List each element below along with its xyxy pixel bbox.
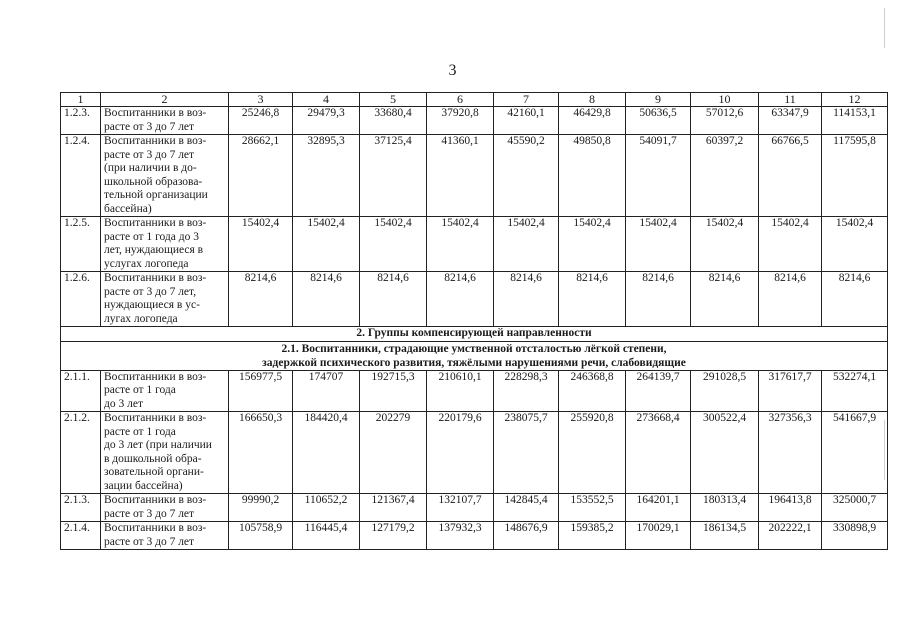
value-cell: 246368,8	[559, 370, 626, 412]
value-cell: 142845,4	[494, 494, 559, 522]
row-name-line: Воспитанники в воз-	[104, 412, 207, 424]
value-cell: 166650,3	[229, 412, 293, 494]
row-name	[101, 135, 229, 217]
value-cell: 220179,6	[427, 412, 494, 494]
row-code: 2.1.3.	[61, 494, 101, 522]
value-cell: 327356,3	[759, 412, 822, 494]
row-name-line: расте от 3 до 7 лет,	[104, 285, 197, 298]
value-cell: 202279	[360, 412, 427, 494]
value-cell: 180313,4	[691, 494, 759, 522]
row-name-line: до 3 лет	[104, 397, 143, 410]
table-row	[61, 370, 888, 412]
value-cell: 228298,3	[494, 370, 559, 412]
value-cell: 49850,8	[559, 135, 626, 217]
header-cell: 4	[293, 93, 360, 107]
row-name-line: тельной организации	[104, 189, 208, 201]
row-name-line: лугах логопеда	[104, 312, 178, 325]
row-name-line: зовательной органи-	[104, 466, 204, 478]
header-cell: 10	[691, 93, 759, 107]
row-name	[101, 107, 229, 135]
row-name-line: Воспитанники в воз-	[104, 494, 207, 506]
value-cell: 273668,4	[626, 412, 691, 494]
value-cell: 28662,1	[229, 135, 293, 217]
value-cell: 255920,8	[559, 412, 626, 494]
value-cell: 46429,8	[559, 107, 626, 135]
value-cell: 29479,3	[293, 107, 360, 135]
table-header-row	[61, 93, 888, 107]
row-name-line: Воспитанники в воз-	[104, 522, 207, 534]
value-cell: 121367,4	[360, 494, 427, 522]
value-cell: 99990,2	[229, 494, 293, 522]
row-code: 2.1.4.	[61, 522, 101, 550]
row-name	[101, 370, 229, 412]
value-cell: 54091,7	[626, 135, 691, 217]
value-cell: 63347,9	[759, 107, 822, 135]
header-cell: 9	[626, 93, 691, 107]
table-row	[61, 272, 888, 327]
row-code: 2.1.2.	[61, 412, 101, 494]
value-cell: 8214,6	[822, 272, 888, 327]
value-cell: 45590,2	[494, 135, 559, 217]
row-name-line: Воспитанники в воз-	[104, 135, 207, 147]
value-cell: 132107,7	[427, 494, 494, 522]
row-name-line: расте от 3 до 7 лет	[104, 120, 195, 133]
value-cell: 8214,6	[691, 272, 759, 327]
value-cell: 105758,9	[229, 522, 293, 550]
data-table	[60, 92, 888, 550]
value-cell: 8214,6	[427, 272, 494, 327]
value-cell: 8214,6	[759, 272, 822, 327]
value-cell: 15402,4	[494, 217, 559, 272]
value-cell: 42160,1	[494, 107, 559, 135]
value-cell: 37125,4	[360, 135, 427, 217]
value-cell: 300522,4	[691, 412, 759, 494]
row-code: 2.1.1.	[61, 370, 101, 412]
row-name-line: Воспитанники в воз-	[104, 217, 207, 229]
value-cell: 210610,1	[427, 370, 494, 412]
value-cell: 8214,6	[229, 272, 293, 327]
scan-margin-mark	[884, 420, 885, 480]
value-cell: 116445,4	[293, 522, 360, 550]
row-name-line: Воспитанники в воз-	[104, 107, 207, 119]
row-name-line: Воспитанники в воз-	[104, 272, 207, 284]
value-cell: 66766,5	[759, 135, 822, 217]
value-cell: 8214,6	[360, 272, 427, 327]
table-row	[61, 412, 888, 494]
row-name-line: расте от 1 года	[104, 425, 176, 438]
header-cell: 11	[759, 93, 822, 107]
value-cell: 541667,9	[822, 412, 888, 494]
value-cell: 148676,9	[494, 522, 559, 550]
value-cell: 15402,4	[691, 217, 759, 272]
value-cell: 50636,5	[626, 107, 691, 135]
value-cell: 110652,2	[293, 494, 360, 522]
value-cell: 117595,8	[822, 135, 888, 217]
row-name-line: (при наличии в до-	[104, 162, 197, 174]
row-name	[101, 217, 229, 272]
row-name-line: расте от 1 года до 3	[104, 230, 199, 243]
value-cell: 15402,4	[626, 217, 691, 272]
value-cell: 174707	[293, 370, 360, 412]
value-cell: 238075,7	[494, 412, 559, 494]
header-cell: 12	[822, 93, 888, 107]
value-cell: 37920,8	[427, 107, 494, 135]
page-number: 3	[448, 62, 457, 79]
table-row	[61, 522, 888, 550]
row-name	[101, 272, 229, 327]
value-cell: 532274,1	[822, 370, 888, 412]
row-name	[101, 522, 229, 550]
value-cell: 196413,8	[759, 494, 822, 522]
value-cell: 32895,3	[293, 135, 360, 217]
row-name-line: Воспитанники в воз-	[104, 370, 207, 383]
row-name-line: школьной образова-	[104, 175, 203, 188]
value-cell: 330898,9	[822, 522, 888, 550]
row-name-line: расте от 3 до 7 лет	[104, 535, 195, 548]
value-cell: 264139,7	[626, 370, 691, 412]
header-cell: 2	[101, 93, 229, 107]
value-cell: 15402,4	[759, 217, 822, 272]
value-cell: 159385,2	[559, 522, 626, 550]
row-code: 1.2.4.	[61, 135, 101, 217]
value-cell: 60397,2	[691, 135, 759, 217]
table-row	[61, 107, 888, 135]
row-code: 1.2.5.	[61, 217, 101, 272]
value-cell: 15402,4	[229, 217, 293, 272]
header-cell: 6	[427, 93, 494, 107]
row-code: 1.2.3.	[61, 107, 101, 135]
value-cell: 153552,5	[559, 494, 626, 522]
subsection-title-line: 2.1. Воспитанники, страдающие умственной отсталостью лёгкой степени,	[281, 342, 667, 355]
row-name-line: бассейна)	[104, 202, 152, 215]
value-cell: 192715,3	[360, 370, 427, 412]
value-cell: 15402,4	[822, 217, 888, 272]
value-cell: 25246,8	[229, 107, 293, 135]
row-name-line: зации бассейна)	[104, 479, 183, 492]
row-name-line: в дошкольной обра-	[104, 452, 202, 465]
value-cell: 8214,6	[626, 272, 691, 327]
value-cell: 15402,4	[427, 217, 494, 272]
value-cell: 57012,6	[691, 107, 759, 135]
row-name-line: лет, нуждающиеся в	[104, 244, 204, 256]
value-cell: 164201,1	[626, 494, 691, 522]
header-cell: 5	[360, 93, 427, 107]
table-row	[61, 494, 888, 522]
value-cell: 170029,1	[626, 522, 691, 550]
value-cell: 156977,5	[229, 370, 293, 412]
value-cell: 8214,6	[559, 272, 626, 327]
row-name-line: нуждающиеся в ус-	[104, 299, 200, 311]
value-cell: 8214,6	[494, 272, 559, 327]
value-cell: 15402,4	[293, 217, 360, 272]
row-name-line: до 3 лет (при наличии	[104, 439, 212, 451]
value-cell: 291028,5	[691, 370, 759, 412]
subsection-title-line: задержкой психического развития, тяжёлыми нарушениями речи, слабовидящие	[262, 356, 686, 369]
row-name-line: услугах логопеда	[104, 257, 189, 270]
value-cell: 202222,1	[759, 522, 822, 550]
value-cell: 15402,4	[360, 217, 427, 272]
table-row	[61, 217, 888, 272]
value-cell: 186134,5	[691, 522, 759, 550]
scan-margin-mark	[884, 8, 885, 48]
row-code: 1.2.6.	[61, 272, 101, 327]
header-cell: 8	[559, 93, 626, 107]
row-name-line: расте от 3 до 7 лет	[104, 148, 195, 161]
section-title: 2. Группы компенсирующей направленности	[61, 327, 888, 342]
value-cell: 137932,3	[427, 522, 494, 550]
row-name-line: расте от 3 до 7 лет	[104, 507, 195, 520]
value-cell: 114153,1	[822, 107, 888, 135]
value-cell: 41360,1	[427, 135, 494, 217]
subsection-row	[61, 341, 888, 370]
value-cell: 184420,4	[293, 412, 360, 494]
value-cell: 8214,6	[293, 272, 360, 327]
value-cell: 325000,7	[822, 494, 888, 522]
value-cell: 15402,4	[559, 217, 626, 272]
value-cell: 127179,2	[360, 522, 427, 550]
value-cell: 317617,7	[759, 370, 822, 412]
header-cell: 1	[61, 93, 101, 107]
value-cell: 33680,4	[360, 107, 427, 135]
row-name	[101, 494, 229, 522]
header-cell: 7	[494, 93, 559, 107]
subsection-title	[61, 341, 888, 370]
table-row	[61, 135, 888, 217]
header-cell: 3	[229, 93, 293, 107]
row-name	[101, 412, 229, 494]
row-name-line: расте от 1 года	[104, 384, 176, 396]
section-row	[61, 327, 888, 342]
